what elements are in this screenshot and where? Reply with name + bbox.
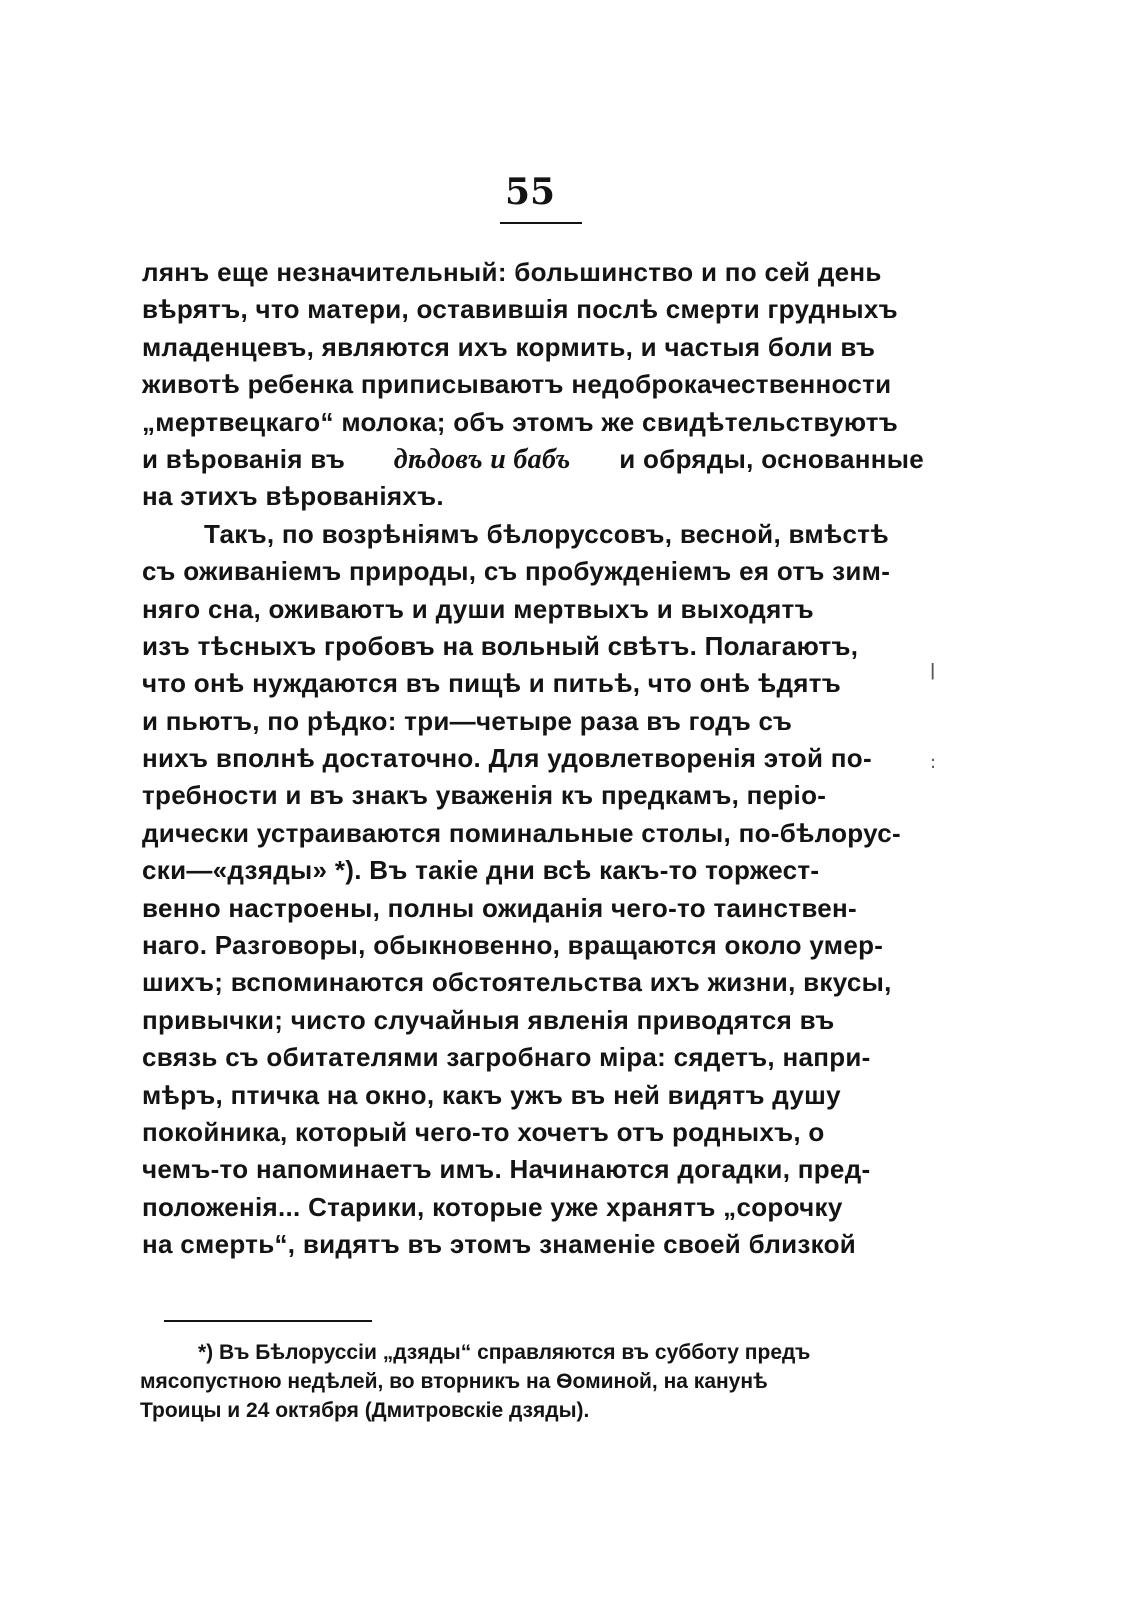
footnote-line: Троицы и 24 октября (Дмитровскіе дзяды).: [140, 1399, 590, 1422]
text-line: и пьютъ, по рѣдко: три—четыре раза въ годъ съ: [142, 705, 793, 736]
footnote-separator: [164, 1320, 372, 1322]
text-line: на смерть“, видятъ въ этомъ знаменіе своей близкой: [142, 1229, 857, 1260]
italic-phrase: дѣдовъ и бабъ: [393, 443, 571, 475]
text-line: требности и въ знакъ уваженія къ предкамъ, періо-: [142, 780, 827, 811]
page-number-rule: [500, 222, 582, 224]
text-line: положенія... Старики, которые уже хранятъ „сорочку: [142, 1191, 843, 1222]
text-line: привычки; чисто случайныя явленія приводятся въ: [142, 1004, 835, 1035]
footnote-line: мясопустною недѣлей, во вторникъ на Ѳоминой, на канунѣ: [140, 1370, 768, 1393]
text-line: связь съ обитателями загробнаго міра: сядетъ, напри-: [142, 1042, 871, 1073]
text-line: нихъ вполнѣ достаточно. Для удовлетворенія этой по-: [142, 743, 872, 774]
text-line: младенцевъ, являются ихъ кормить, и частыя боли въ: [142, 331, 876, 362]
text-line: покойника, который чего-то хочетъ отъ родныхъ, о: [142, 1116, 825, 1147]
text-segment: и обряды, основанные: [619, 443, 924, 474]
text-line: изъ тѣсныхъ гробовъ на вольный свѣтъ. Полагаютъ,: [142, 630, 859, 661]
text-line: вѣрятъ, что матери, оставившія послѣ смерти грудныхъ: [142, 294, 898, 325]
text-line: животѣ ребенка приписываютъ недоброкачественности: [142, 369, 892, 400]
text-line: лянъ еще незначительный: большинство и по сей день: [142, 257, 882, 287]
text-line: „мертвецкаго“ молока; объ этомъ же свидѣтельствуютъ: [142, 406, 898, 437]
text-line: [142, 441, 924, 478]
footnote-line: *) Въ Бѣлоруссіи „дзяды“ справляются въ субботу предъ: [198, 1341, 811, 1364]
text-line: няго сна, оживаютъ и души мертвыхъ и выходятъ: [142, 593, 814, 624]
text-line: чемъ-то напоминаетъ имъ. Начинаются догадки, пред-: [142, 1154, 871, 1185]
page-number: 55: [504, 171, 556, 213]
text-line: шихъ; вспоминаются обстоятельства ихъ жизни, вкусы,: [142, 967, 892, 998]
text-line: мѣръ, птичка на окно, какъ ужъ въ ней видятъ душу: [142, 1079, 841, 1110]
body-text: [142, 254, 924, 1264]
text-line: съ оживаніемъ природы, съ пробужденіемъ ея отъ зим-: [142, 556, 891, 587]
text-line: что онѣ нуждаются въ пищѣ и питьѣ, что онѣ ѣдятъ: [142, 668, 842, 699]
text-line: ски—«дзяды» *). Въ такіе дни всѣ какъ-то торжест-: [142, 855, 820, 886]
text-line: наго. Разговоры, обыкновенно, вращаются около умер-: [142, 930, 884, 961]
margin-mark: ǀ: [930, 660, 936, 681]
text-line: венно настроены, полны ожиданія чего-то таинствен-: [142, 892, 857, 923]
text-line-paragraph-start: Такъ, по возрѣніямъ бѣлоруссовъ, весной, вмѣстѣ: [204, 518, 889, 549]
footnote: [140, 1338, 924, 1425]
text-line: дически устраиваются поминальные столы, по-бѣлорус-: [142, 817, 901, 848]
margin-mark: :: [930, 752, 937, 773]
text-segment: и вѣрованія въ: [142, 443, 346, 474]
text-line: на этихъ вѣрованіяхъ.: [142, 481, 444, 512]
